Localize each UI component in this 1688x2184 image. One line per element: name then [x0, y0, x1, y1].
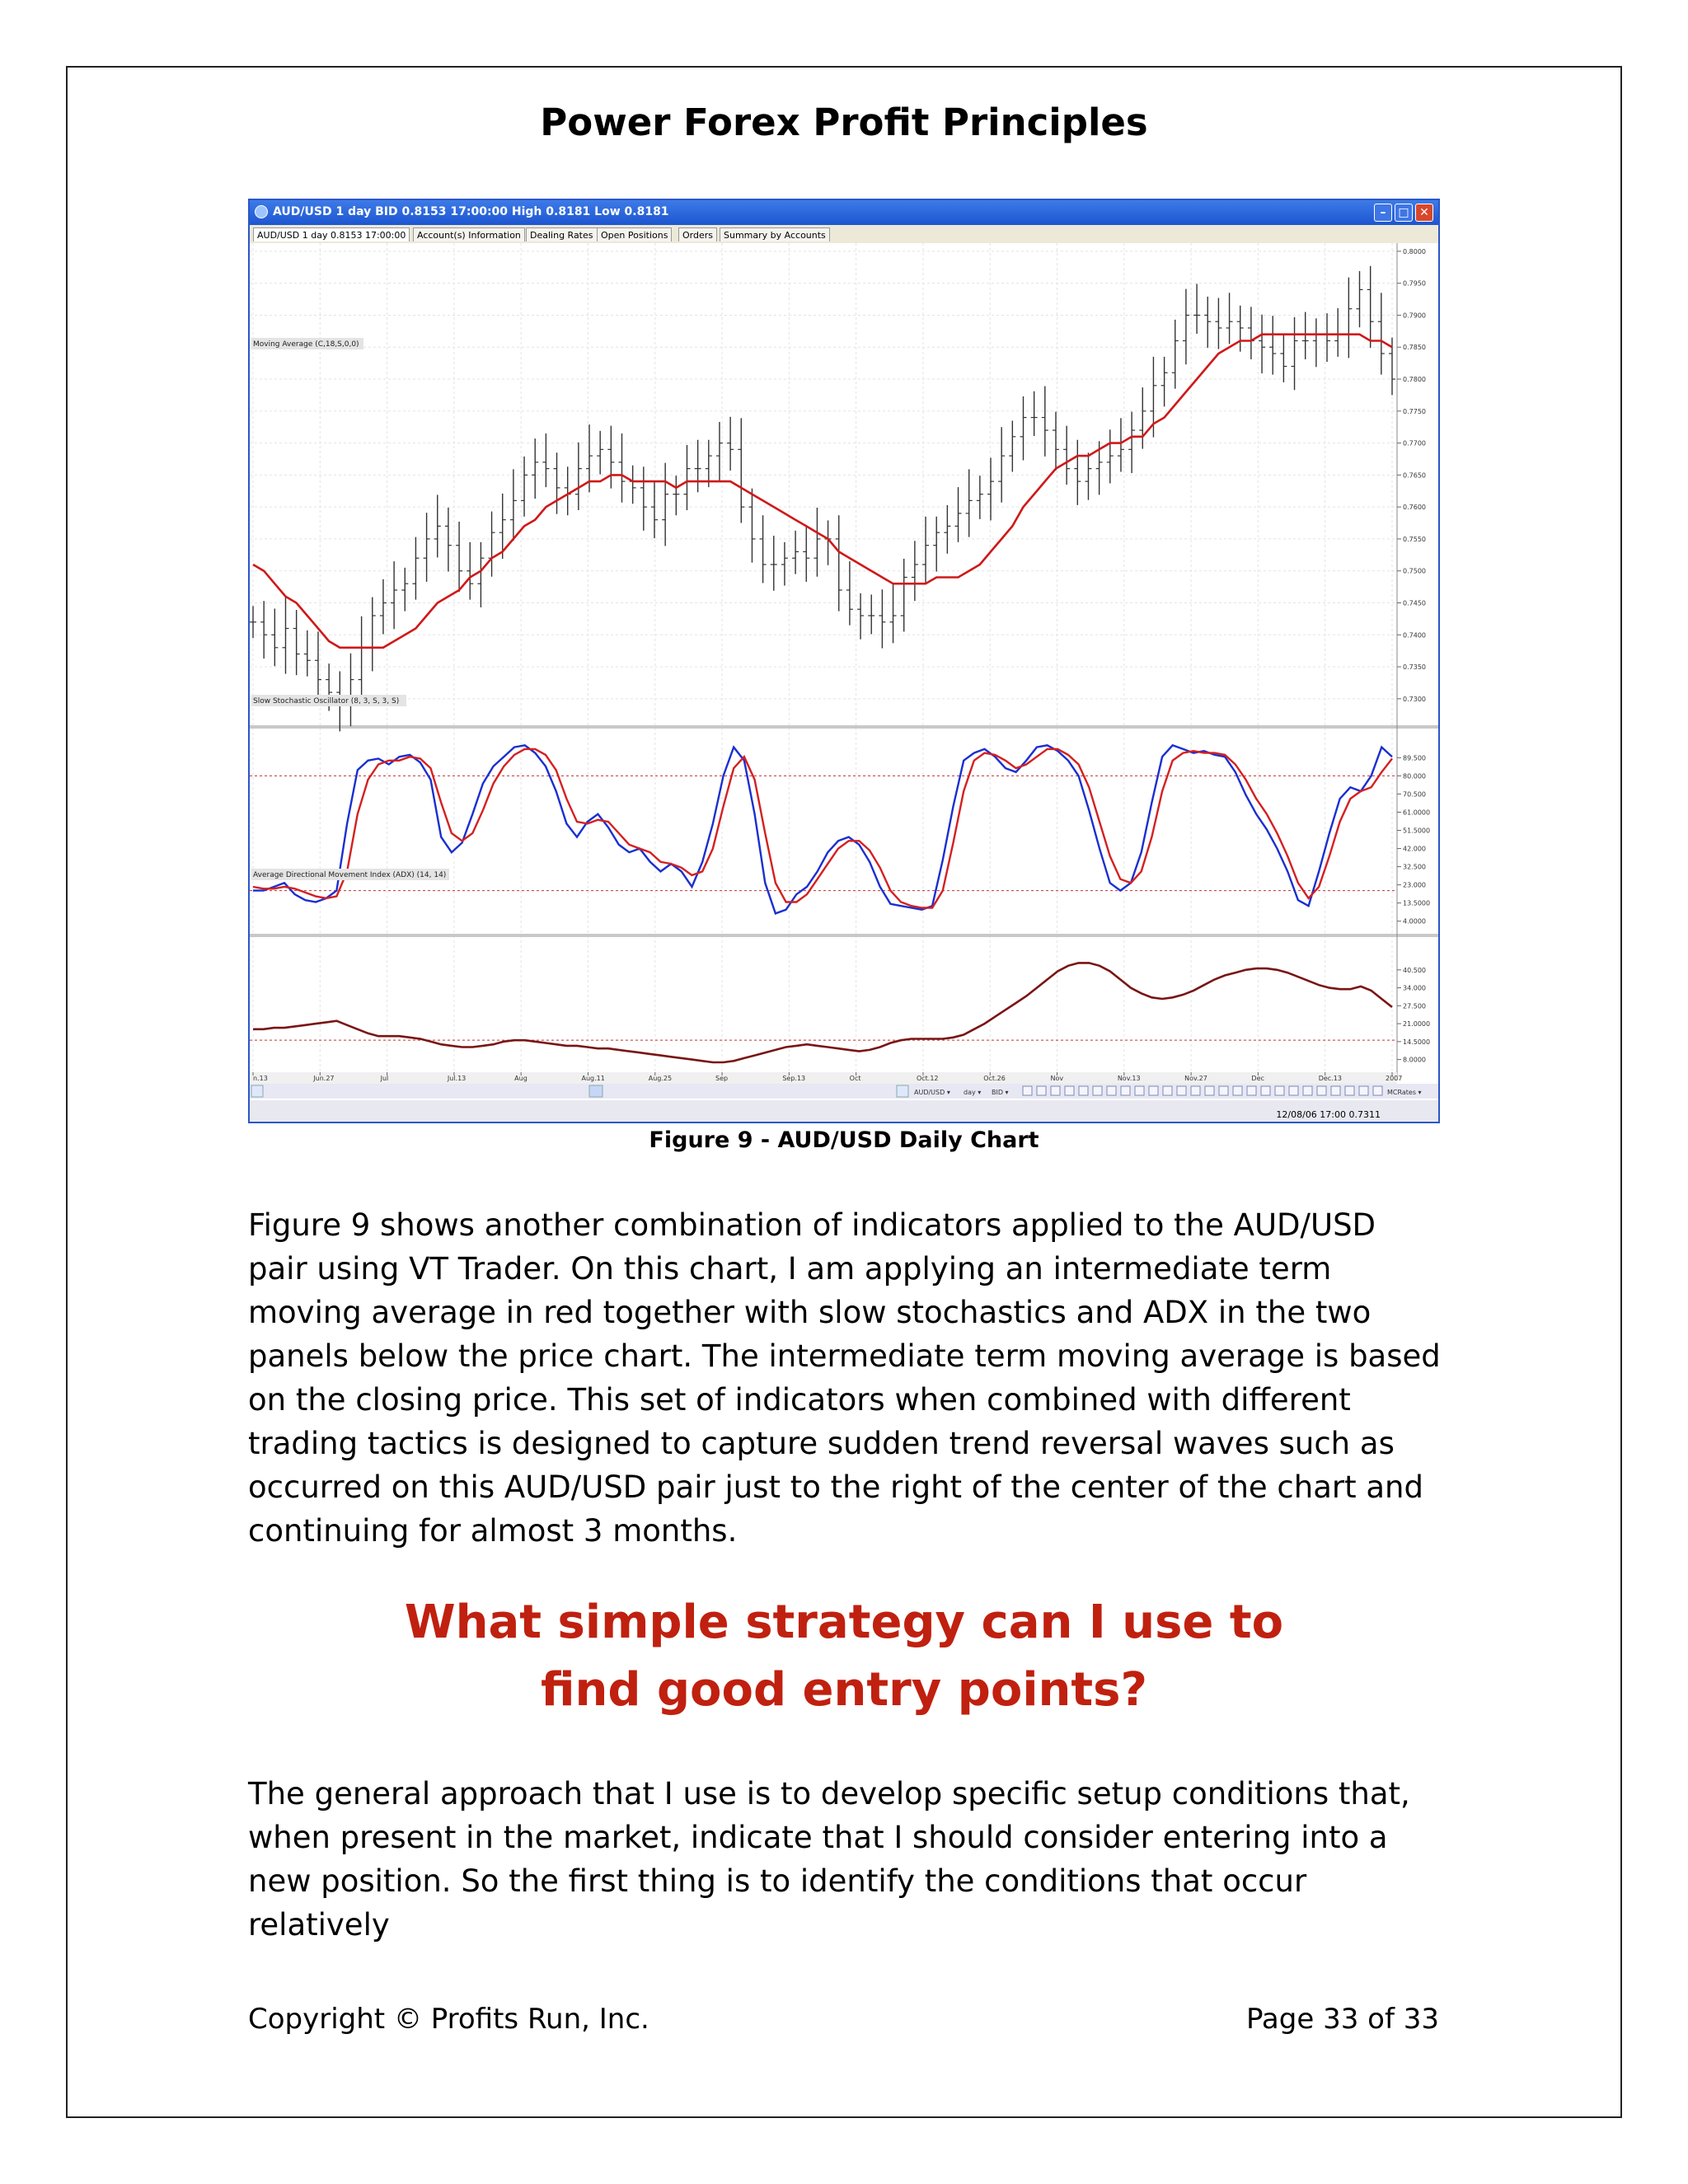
date-tick-label: Oct.26 [983, 1075, 1006, 1082]
adx-tick-label: 27.500 [1403, 1002, 1426, 1010]
adx-tick-label: 34.000 [1403, 984, 1426, 992]
date-tick-label: Aug.11 [581, 1075, 605, 1082]
toolbar-tool-icon[interactable] [1289, 1086, 1298, 1095]
panel-separator[interactable] [250, 934, 1438, 937]
date-tick-label: Nov.13 [1117, 1075, 1141, 1082]
toolbar-tool-icon[interactable] [1303, 1086, 1312, 1095]
toolbar-tool-icon[interactable] [1135, 1086, 1144, 1095]
stochastic-panel-label: Slow Stochastic Oscillator (8, 3, S, 3, S) [253, 697, 400, 705]
toolbar-tool-icon[interactable] [1107, 1086, 1116, 1095]
date-tick-label: Jul.13 [447, 1075, 467, 1082]
tab-orders[interactable]: Orders [678, 227, 717, 241]
price-tick-label: 0.7750 [1403, 407, 1426, 415]
date-tick-label: Nov.27 [1184, 1075, 1207, 1082]
toolbar-tool-icon[interactable] [1373, 1086, 1382, 1095]
stochastic-tick-label: 70.500 [1403, 790, 1426, 799]
adx-tick-label: 14.5000 [1403, 1038, 1431, 1046]
tab-dealing-rates[interactable]: Dealing Rates [526, 227, 598, 241]
date-tick-label: Nov [1050, 1075, 1064, 1082]
chart-window [248, 199, 1440, 1123]
tab-summary-by-accounts[interactable]: Summary by Accounts [720, 227, 830, 241]
period-dropdown[interactable]: day ▾ [964, 1089, 982, 1096]
price-tick-label: 0.7650 [1403, 471, 1426, 480]
figure-caption: Figure 9 - AUD/USD Daily Chart [649, 1127, 1039, 1153]
toolbar-tool-icon[interactable] [1317, 1086, 1326, 1095]
price-tick-label: 0.7600 [1403, 504, 1426, 512]
adx-tick-label: 8.0000 [1403, 1056, 1426, 1064]
price-tick-label: 0.7950 [1403, 279, 1426, 288]
price-tick-label: 0.7500 [1403, 567, 1426, 575]
toolbar-tool-icon[interactable] [1219, 1086, 1228, 1095]
ma-panel-label: Moving Average (C,18,S,0,0) [253, 340, 359, 349]
side-dropdown[interactable]: BID ▾ [992, 1089, 1009, 1096]
close-button[interactable]: ✕ [1415, 204, 1433, 222]
tab-bar [250, 225, 1438, 244]
date-tick-label: Dec.13 [1318, 1075, 1342, 1082]
stochastic-tick-label: 61.0000 [1403, 808, 1431, 817]
tab-open-positions[interactable]: Open Positions [597, 227, 672, 241]
toolbar-tool-icon[interactable] [1037, 1086, 1046, 1095]
tab-account-information[interactable]: Account(s) Information [413, 227, 525, 241]
stochastic-tick-label: 32.500 [1403, 863, 1426, 871]
price-tick-label: 0.7850 [1403, 344, 1426, 352]
toolbar-tool-icon[interactable] [1205, 1086, 1214, 1095]
footer-copyright: Copyright © Profits Run, Inc. [248, 2003, 649, 2036]
scroll-right-button[interactable] [897, 1085, 908, 1097]
price-tick-label: 0.8000 [1403, 247, 1426, 255]
rates-dropdown[interactable]: MCRates ▾ [1387, 1089, 1422, 1096]
date-tick-label: Aug.25 [648, 1075, 673, 1082]
maximize-button[interactable]: □ [1395, 204, 1413, 222]
toolbar-tool-icon[interactable] [1093, 1086, 1102, 1095]
toolbar-tool-icon[interactable] [1121, 1086, 1130, 1095]
stochastic-tick-label: 13.5000 [1403, 899, 1431, 907]
toolbar-tool-icon[interactable] [1149, 1086, 1158, 1095]
status-datetime: 12/08/06 17:00 0.7311 [1276, 1109, 1381, 1120]
tab-chart[interactable]: AUD/USD 1 day 0.8153 17:00:00 [253, 227, 410, 241]
toolbar-tool-icon[interactable] [1359, 1086, 1368, 1095]
stochastic-tick-label: 80.000 [1403, 772, 1426, 780]
body-paragraph-1: Figure 9 shows another combination of indicators applied to the AUD/USD pair using VT Trader. On this chart, I am applying an intermediate term moving average in red together with slow stochastics and ADX in the two panels below the price chart. The intermediate term moving average is based on the closing price. This set of indicators when combined with different trading tactics is designed to capture sudden trend reversal waves such as occurred on this AUD/USD pair just to the right of the center of the chart and continuing for almost 3 months. [248, 1207, 1441, 1549]
adx-tick-label: 21.0000 [1403, 1020, 1431, 1029]
symbol-dropdown[interactable]: AUD/USD ▾ [914, 1089, 950, 1096]
date-tick-label: Oct [849, 1075, 861, 1082]
price-tick-label: 0.7300 [1403, 695, 1426, 703]
footer-page-number: Page 33 of 33 [1245, 2003, 1439, 2036]
price-tick-label: 0.7550 [1403, 535, 1426, 543]
panel-separator[interactable] [250, 725, 1438, 729]
date-tick-label: n.13 [253, 1075, 268, 1082]
price-tick-label: 0.7700 [1403, 439, 1426, 448]
scroll-left-button[interactable] [251, 1085, 263, 1097]
date-tick-label: Jul [380, 1075, 389, 1082]
price-tick-label: 0.7800 [1403, 376, 1426, 384]
toolbar-tool-icon[interactable] [1023, 1086, 1032, 1095]
app-icon [255, 205, 268, 218]
date-tick-label: Oct.12 [916, 1075, 939, 1082]
date-tick-label: 2007 [1386, 1075, 1403, 1082]
minimize-button[interactable]: – [1374, 204, 1392, 222]
toolbar-tool-icon[interactable] [1233, 1086, 1242, 1095]
date-tick-label: Sep [715, 1075, 729, 1082]
toolbar-tool-icon[interactable] [1065, 1086, 1074, 1095]
toolbar-tool-icon[interactable] [1163, 1086, 1172, 1095]
date-tick-label: Dec [1251, 1075, 1264, 1082]
toolbar-tool-icon[interactable] [1345, 1086, 1354, 1095]
toolbar-tool-icon[interactable] [1191, 1086, 1200, 1095]
adx-tick-label: 40.500 [1403, 966, 1426, 974]
scroll-thumb[interactable] [589, 1085, 603, 1097]
stochastic-tick-label: 89.500 [1403, 754, 1426, 762]
stochastic-tick-label: 4.0000 [1403, 917, 1426, 926]
date-tick-label: Jun.27 [313, 1075, 335, 1082]
toolbar-tool-icon[interactable] [1331, 1086, 1340, 1095]
document-title: Power Forex Profit Principles [540, 101, 1148, 144]
chart-canvas[interactable] [250, 243, 1438, 1122]
window-titlebar [250, 200, 1438, 225]
toolbar-tool-icon[interactable] [1177, 1086, 1186, 1095]
toolbar-tool-icon[interactable] [1051, 1086, 1060, 1095]
stochastic-tick-label: 42.000 [1403, 845, 1426, 853]
section-heading [0, 1589, 1688, 1724]
price-tick-label: 0.7400 [1403, 631, 1426, 640]
stochastic-tick-label: 51.5000 [1403, 827, 1431, 835]
price-tick-label: 0.7900 [1403, 312, 1426, 320]
toolbar-tool-icon[interactable] [1261, 1086, 1270, 1095]
horizontal-scrollbar[interactable] [250, 1084, 1438, 1099]
price-tick-label: 0.7350 [1403, 663, 1426, 672]
section-heading-line-1: What simple strategy can I use to [404, 1596, 1284, 1649]
stochastic-tick-label: 23.000 [1403, 881, 1426, 889]
section-heading-line-2: find good entry points? [540, 1663, 1147, 1717]
toolbar-tool-icon[interactable] [1275, 1086, 1284, 1095]
status-bar [250, 1100, 1438, 1122]
toolbar-tool-icon[interactable] [1247, 1086, 1256, 1095]
body-paragraph-2: The general approach that I use is to develop specific setup conditions that, when present in the market, indicate that I should consider entering into a new position. So the first thing is to identify the conditions that occur relatively [248, 1776, 1410, 1943]
window-title: AUD/USD 1 day BID 0.8153 17:00:00 High 0.8181 Low 0.8181 [273, 205, 669, 218]
date-tick-label: Aug [514, 1075, 528, 1082]
date-tick-label: Sep.13 [782, 1075, 806, 1082]
toolbar-tool-icon[interactable] [1079, 1086, 1088, 1095]
adx-panel-label: Average Directional Movement Index (ADX) (14, 14) [253, 871, 447, 879]
price-tick-label: 0.7450 [1403, 599, 1426, 607]
